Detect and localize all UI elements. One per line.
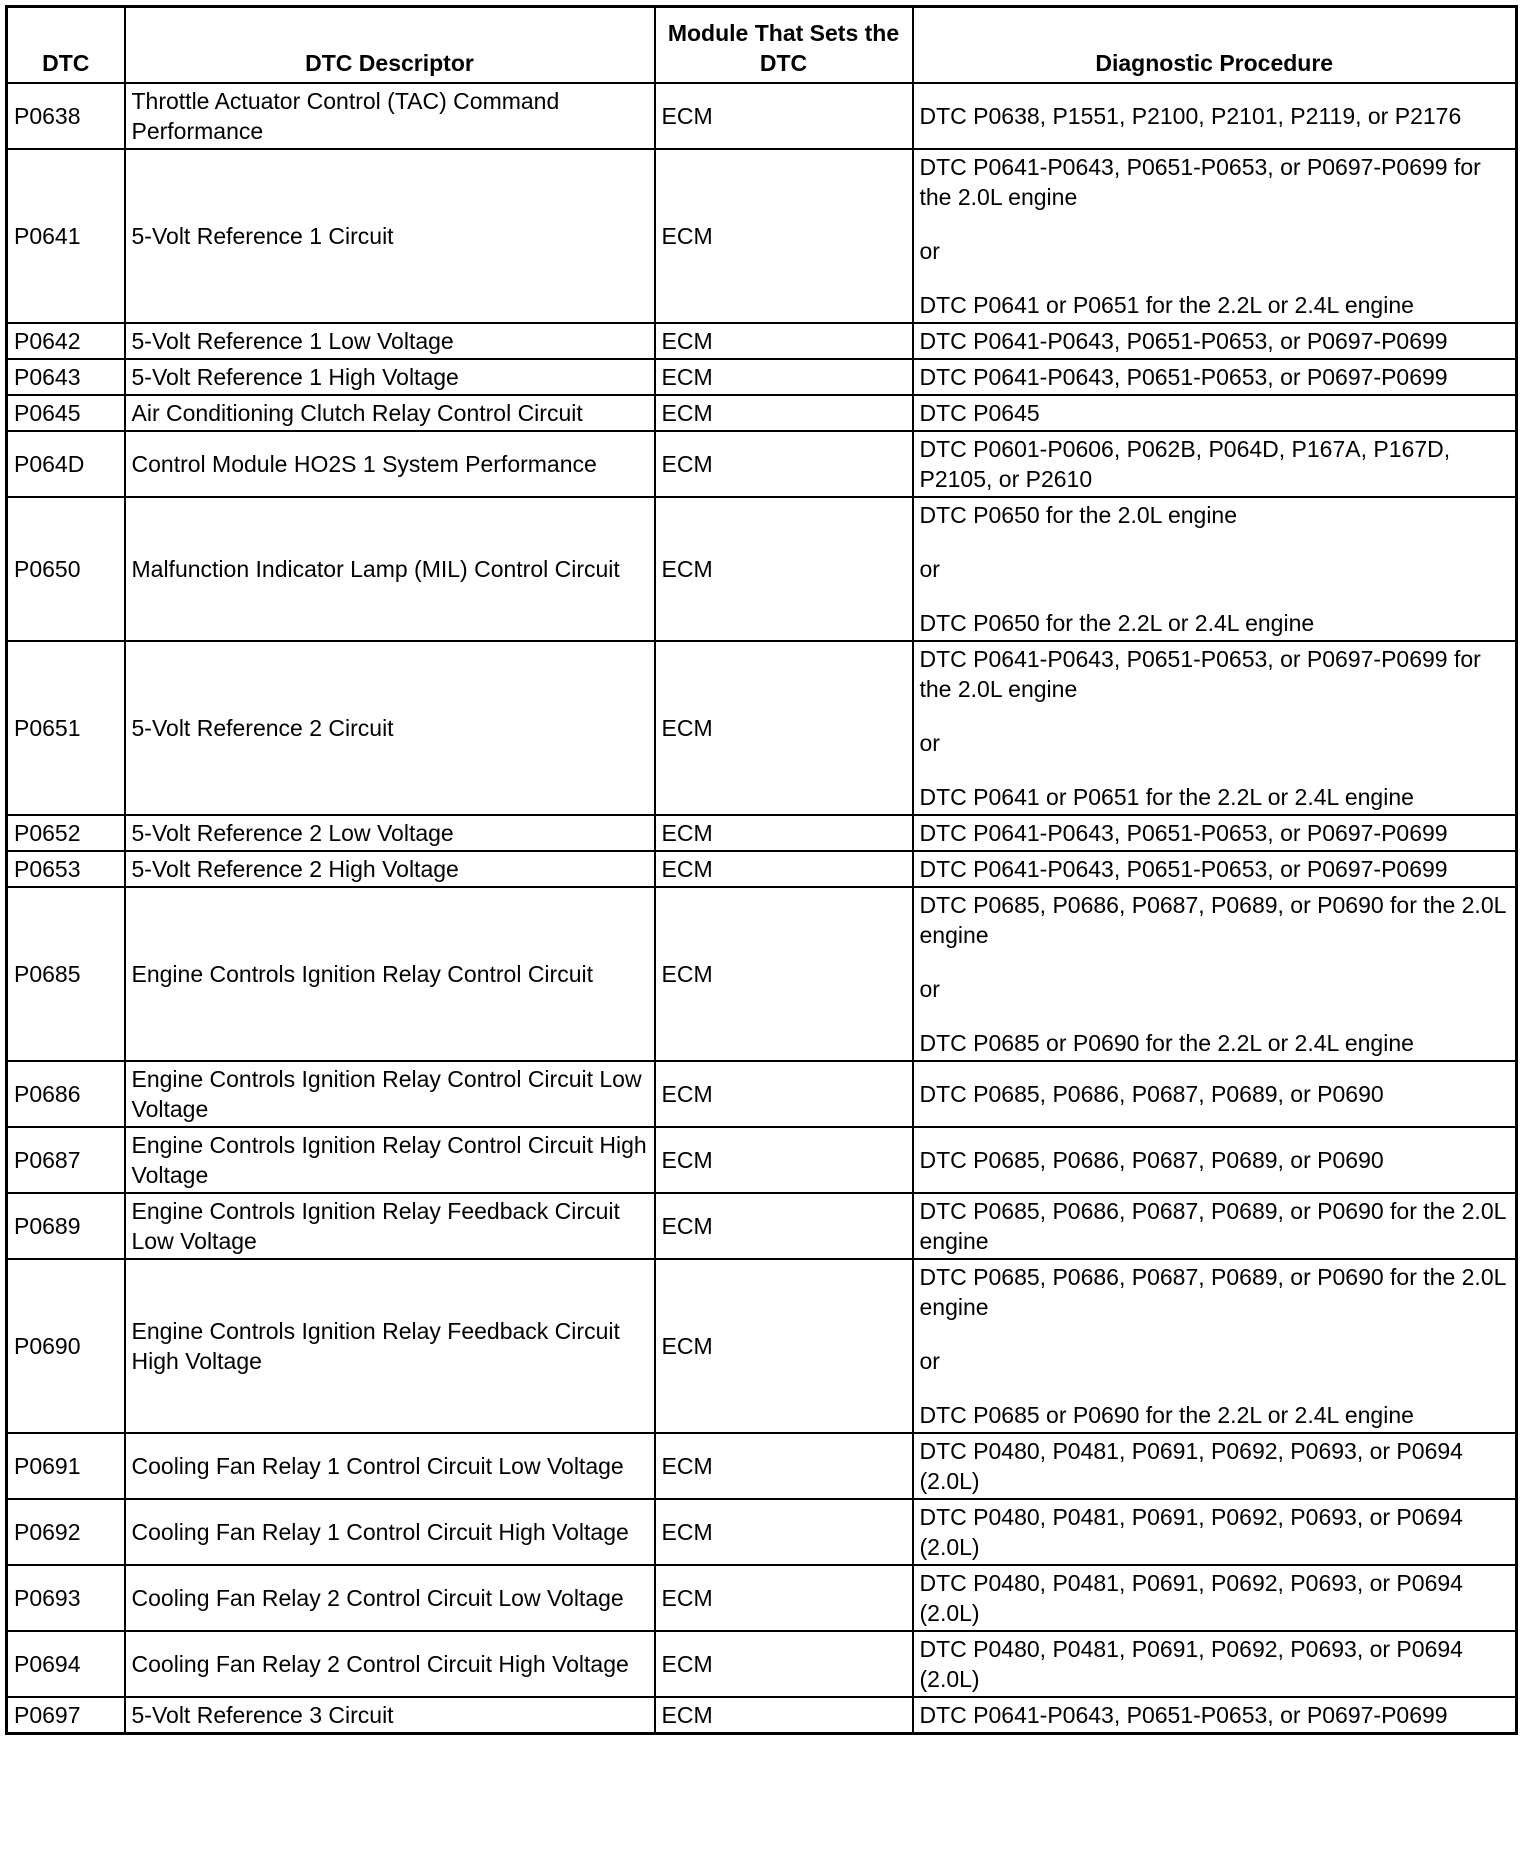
module-cell: ECM — [655, 1697, 913, 1734]
module-cell: ECM — [655, 1433, 913, 1499]
diagnostic-procedure-cell — [913, 815, 1517, 851]
dtc-descriptor-cell: Throttle Actuator Control (TAC) Command Performance — [125, 83, 655, 149]
table-row — [7, 83, 1517, 149]
diagnostic-procedure-cell — [913, 1061, 1517, 1127]
module-cell: ECM — [655, 1565, 913, 1631]
module-cell: ECM — [655, 1193, 913, 1259]
module-cell: ECM — [655, 815, 913, 851]
dtc-code-cell: P0652 — [7, 815, 125, 851]
dtc-descriptor-cell: 5-Volt Reference 2 High Voltage — [125, 851, 655, 887]
header-procedure: Diagnostic Procedure — [913, 7, 1517, 84]
dtc-code-cell: P0687 — [7, 1127, 125, 1193]
procedure-line: DTC P0601-P0606, P062B, P064D, P167A, P167D, P2105, or P2610 — [919, 436, 1451, 492]
procedure-line: DTC P0480, P0481, P0691, P0692, P0693, or P0694 (2.0L) — [919, 1570, 1463, 1626]
procedure-line: DTC P0638, P1551, P2100, P2101, P2119, or P2176 — [919, 103, 1462, 129]
table-row — [7, 641, 1517, 815]
module-cell: ECM — [655, 395, 913, 431]
table-header-row — [7, 7, 1517, 84]
table-body — [7, 83, 1517, 1734]
procedure-line: or — [919, 730, 940, 756]
dtc-descriptor-cell: 5-Volt Reference 3 Circuit — [125, 1697, 655, 1734]
dtc-code-cell: P0686 — [7, 1061, 125, 1127]
dtc-descriptor-cell: 5-Volt Reference 1 Low Voltage — [125, 323, 655, 359]
dtc-descriptor-cell: Engine Controls Ignition Relay Control Circuit — [125, 887, 655, 1061]
module-cell: ECM — [655, 887, 913, 1061]
dtc-code-cell: P0697 — [7, 1697, 125, 1734]
dtc-code-cell: P0694 — [7, 1631, 125, 1697]
dtc-descriptor-cell: Engine Controls Ignition Relay Feedback Circuit Low Voltage — [125, 1193, 655, 1259]
dtc-descriptor-cell: Cooling Fan Relay 2 Control Circuit Low Voltage — [125, 1565, 655, 1631]
procedure-spacer — [920, 1004, 1510, 1028]
module-cell: ECM — [655, 431, 913, 497]
dtc-code-cell: P0692 — [7, 1499, 125, 1565]
dtc-code-cell: P0645 — [7, 395, 125, 431]
module-cell: ECM — [655, 1499, 913, 1565]
module-cell: ECM — [655, 1259, 913, 1433]
dtc-code-cell: P0643 — [7, 359, 125, 395]
dtc-code-cell: P0691 — [7, 1433, 125, 1499]
dtc-descriptor-cell: Control Module HO2S 1 System Performance — [125, 431, 655, 497]
table-row — [7, 815, 1517, 851]
procedure-line: DTC P0641-P0643, P0651-P0653, or P0697-P0699 for the 2.0L engine — [919, 154, 1481, 210]
dtc-code-cell: P0651 — [7, 641, 125, 815]
procedure-line: DTC P0480, P0481, P0691, P0692, P0693, or P0694 (2.0L) — [919, 1504, 1463, 1560]
procedure-line: DTC P0685, P0686, P0687, P0689, or P0690 for the 2.0L engine — [919, 892, 1506, 948]
procedure-line: DTC P0641-P0643, P0651-P0653, or P0697-P0699 — [919, 364, 1448, 390]
procedure-line: or — [919, 238, 940, 264]
dtc-code-cell: P0638 — [7, 83, 125, 149]
dtc-descriptor-cell: Cooling Fan Relay 2 Control Circuit High Voltage — [125, 1631, 655, 1697]
dtc-descriptor-cell: Air Conditioning Clutch Relay Control Circuit — [125, 395, 655, 431]
dtc-code-cell: P0693 — [7, 1565, 125, 1631]
module-cell: ECM — [655, 851, 913, 887]
dtc-descriptor-cell: Cooling Fan Relay 1 Control Circuit Low Voltage — [125, 1433, 655, 1499]
procedure-line: DTC P0641-P0643, P0651-P0653, or P0697-P0699 for the 2.0L engine — [919, 646, 1481, 702]
procedure-line: DTC P0641-P0643, P0651-P0653, or P0697-P0699 — [919, 328, 1448, 354]
diagnostic-procedure-cell — [913, 1193, 1517, 1259]
module-cell: ECM — [655, 641, 913, 815]
procedure-spacer — [920, 266, 1510, 290]
procedure-line: DTC P0650 for the 2.0L engine — [919, 502, 1238, 528]
table-row — [7, 431, 1517, 497]
diagnostic-procedure-cell — [913, 359, 1517, 395]
procedure-line: DTC P0641 or P0651 for the 2.2L or 2.4L engine — [919, 784, 1414, 810]
procedure-spacer — [920, 1322, 1510, 1346]
dtc-descriptor-cell: Malfunction Indicator Lamp (MIL) Control Circuit — [125, 497, 655, 641]
procedure-line: DTC P0480, P0481, P0691, P0692, P0693, or P0694 (2.0L) — [919, 1636, 1463, 1692]
procedure-spacer — [920, 212, 1510, 236]
table-row — [7, 1259, 1517, 1433]
table-row — [7, 359, 1517, 395]
diagnostic-procedure-cell — [913, 323, 1517, 359]
dtc-code-cell: P0653 — [7, 851, 125, 887]
dtc-descriptor-cell: Cooling Fan Relay 1 Control Circuit High Voltage — [125, 1499, 655, 1565]
dtc-code-cell: P064D — [7, 431, 125, 497]
procedure-line: DTC P0645 — [919, 400, 1040, 426]
diagnostic-procedure-cell — [913, 1499, 1517, 1565]
diagnostic-procedure-cell — [913, 1259, 1517, 1433]
dtc-descriptor-cell: 5-Volt Reference 1 Circuit — [125, 149, 655, 323]
module-cell: ECM — [655, 359, 913, 395]
procedure-line: DTC P0650 for the 2.2L or 2.4L engine — [919, 610, 1315, 636]
procedure-line: or — [919, 1348, 940, 1374]
module-cell: ECM — [655, 1631, 913, 1697]
header-module: Module That Sets the DTC — [655, 7, 913, 84]
procedure-line: DTC P0685, P0686, P0687, P0689, or P0690 for the 2.0L engine — [919, 1264, 1506, 1320]
dtc-table-container — [5, 5, 1518, 1735]
diagnostic-procedure-cell — [913, 1127, 1517, 1193]
procedure-line: DTC P0685, P0686, P0687, P0689, or P0690 — [919, 1147, 1384, 1173]
module-cell: ECM — [655, 149, 913, 323]
procedure-line: DTC P0641-P0643, P0651-P0653, or P0697-P0699 — [919, 820, 1448, 846]
dtc-code-cell: P0641 — [7, 149, 125, 323]
diagnostic-procedure-cell — [913, 641, 1517, 815]
diagnostic-procedure-cell — [913, 497, 1517, 641]
table-row — [7, 497, 1517, 641]
dtc-table — [5, 5, 1518, 1735]
dtc-code-cell: P0650 — [7, 497, 125, 641]
diagnostic-procedure-cell — [913, 1433, 1517, 1499]
diagnostic-procedure-cell — [913, 1631, 1517, 1697]
diagnostic-procedure-cell — [913, 431, 1517, 497]
procedure-line: DTC P0685, P0686, P0687, P0689, or P0690 for the 2.0L engine — [919, 1198, 1506, 1254]
module-cell: ECM — [655, 1127, 913, 1193]
table-row — [7, 1433, 1517, 1499]
table-row — [7, 1499, 1517, 1565]
diagnostic-procedure-cell — [913, 1565, 1517, 1631]
procedure-spacer — [920, 950, 1510, 974]
table-row — [7, 1631, 1517, 1697]
table-row — [7, 1697, 1517, 1734]
dtc-code-cell: P0690 — [7, 1259, 125, 1433]
diagnostic-procedure-cell — [913, 83, 1517, 149]
module-cell: ECM — [655, 1061, 913, 1127]
procedure-line: DTC P0685 or P0690 for the 2.2L or 2.4L engine — [919, 1030, 1414, 1056]
diagnostic-procedure-cell — [913, 149, 1517, 323]
procedure-spacer — [920, 758, 1510, 782]
dtc-code-cell: P0689 — [7, 1193, 125, 1259]
dtc-descriptor-cell: 5-Volt Reference 1 High Voltage — [125, 359, 655, 395]
table-row — [7, 323, 1517, 359]
diagnostic-procedure-cell — [913, 887, 1517, 1061]
module-cell: ECM — [655, 497, 913, 641]
procedure-line: or — [919, 976, 940, 1002]
dtc-descriptor-cell: 5-Volt Reference 2 Low Voltage — [125, 815, 655, 851]
procedure-line: DTC P0480, P0481, P0691, P0692, P0693, or P0694 (2.0L) — [919, 1438, 1463, 1494]
table-row — [7, 1061, 1517, 1127]
procedure-spacer — [920, 1376, 1510, 1400]
dtc-descriptor-cell: Engine Controls Ignition Relay Control Circuit Low Voltage — [125, 1061, 655, 1127]
dtc-descriptor-cell: Engine Controls Ignition Relay Feedback Circuit High Voltage — [125, 1259, 655, 1433]
diagnostic-procedure-cell — [913, 851, 1517, 887]
module-cell: ECM — [655, 323, 913, 359]
table-row — [7, 1127, 1517, 1193]
diagnostic-procedure-cell — [913, 1697, 1517, 1734]
procedure-spacer — [920, 584, 1510, 608]
table-row — [7, 1193, 1517, 1259]
dtc-code-cell: P0685 — [7, 887, 125, 1061]
procedure-spacer — [920, 704, 1510, 728]
dtc-code-cell: P0642 — [7, 323, 125, 359]
dtc-descriptor-cell: 5-Volt Reference 2 Circuit — [125, 641, 655, 815]
procedure-line: DTC P0641-P0643, P0651-P0653, or P0697-P0699 — [919, 856, 1448, 882]
procedure-line: or — [919, 556, 940, 582]
procedure-line: DTC P0641 or P0651 for the 2.2L or 2.4L engine — [919, 292, 1414, 318]
table-row — [7, 1565, 1517, 1631]
procedure-line: DTC P0685 or P0690 for the 2.2L or 2.4L engine — [919, 1402, 1414, 1428]
table-row — [7, 851, 1517, 887]
dtc-descriptor-cell: Engine Controls Ignition Relay Control Circuit High Voltage — [125, 1127, 655, 1193]
table-row — [7, 395, 1517, 431]
header-descriptor: DTC Descriptor — [125, 7, 655, 84]
procedure-line: DTC P0685, P0686, P0687, P0689, or P0690 — [919, 1081, 1384, 1107]
module-cell: ECM — [655, 83, 913, 149]
table-row — [7, 887, 1517, 1061]
diagnostic-procedure-cell — [913, 395, 1517, 431]
table-row — [7, 149, 1517, 323]
procedure-line: DTC P0641-P0643, P0651-P0653, or P0697-P0699 — [919, 1702, 1448, 1728]
procedure-spacer — [920, 530, 1510, 554]
header-dtc: DTC — [7, 7, 125, 84]
